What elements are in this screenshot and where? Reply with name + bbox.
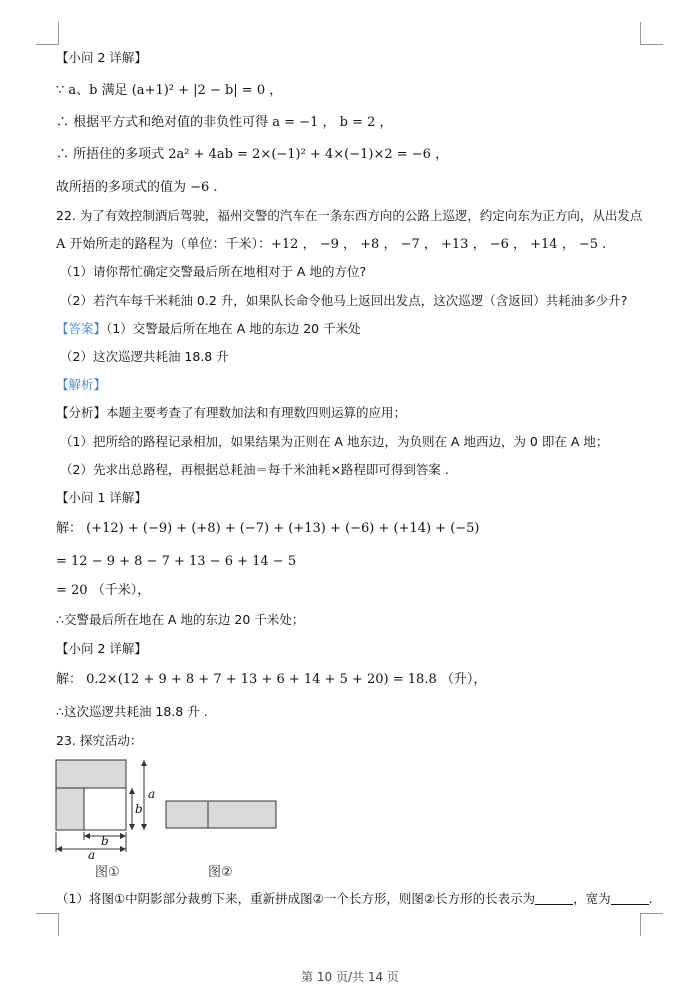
question-part: （2）若汽车每千米耗油 0.2 升，如果队长命令他马上返回出发点，这次巡逻（含返回）共耗油多少升? xyxy=(60,293,628,308)
arrow-icon xyxy=(141,824,147,830)
conclusion-line: ∴交警最后所在地在 A 地的东边 20 千米处； xyxy=(56,612,305,627)
question-text: 23. 探究活动： xyxy=(56,733,143,748)
analysis-line: （1）把所给的路程记录相加，如果结果为正则在 A 地东边，为负则在 A 地西边，为 0 即在 A 地； xyxy=(60,434,609,449)
answer-label: 【答案】 xyxy=(56,321,107,336)
inner-square xyxy=(84,788,126,830)
figure-1 xyxy=(52,756,162,860)
label-b: b xyxy=(101,834,109,848)
crop-mark xyxy=(36,913,59,936)
section-heading: 【小问 1 详解】 xyxy=(56,490,147,505)
math-line: ∴ 所捂住的多项式 2a² + 4ab = 2×(−1)² + 4×(−1)×2 = −6 ， xyxy=(56,147,449,162)
crop-mark xyxy=(640,913,663,936)
math-line: ∴ 根据平方式和绝对值的非负性可得 a = −1 ， b = 2 ， xyxy=(56,115,393,130)
question-text: ，宽为 xyxy=(573,891,611,906)
arrow-icon xyxy=(84,833,90,839)
arrow-icon xyxy=(141,760,147,766)
question-part xyxy=(56,890,653,908)
math-line: = 12 − 9 + 8 − 7 + 13 − 6 + 14 − 5 xyxy=(56,554,297,569)
arrow-icon xyxy=(120,846,126,852)
math-line: 故所捂的多项式的值为 −6 . xyxy=(56,180,218,195)
conclusion-line: ∴这次巡逻共耗油 18.8 升 . xyxy=(56,704,208,719)
analysis-label: 【解析】 xyxy=(56,377,107,392)
arrow-icon xyxy=(129,788,135,794)
question-text: . xyxy=(648,891,653,906)
analysis-line: （2）先求出总路程，再根据总耗油＝每千米油耗×路程即可得到答案 . xyxy=(60,462,449,477)
crop-mark xyxy=(640,22,663,45)
arrow-icon xyxy=(120,833,126,839)
crop-mark xyxy=(36,22,59,45)
math-line: 解： (+12) + (−9) + (+8) + (−7) + (+13) + (−6) + (+14) + (−5) xyxy=(56,521,480,536)
answer-line: （2）这次巡逻共耗油 18.8 升 xyxy=(60,349,229,364)
analysis-line: 【分析】本题主要考查了有理数加法和有理数四则运算的应用； xyxy=(56,405,407,420)
math-line: 解： 0.2×(12 + 9 + 8 + 7 + 13 + 6 + 14 + 5 + 20) = 18.8 （升）， xyxy=(56,672,487,687)
figure-2 xyxy=(164,798,280,832)
question-text: （1）将图①中阴影部分裁剪下来，重新拼成图②一个长方形，则图②长方形的长表示为 xyxy=(56,891,536,906)
label-b: b xyxy=(135,802,143,816)
question-part: （1）请你帮忙确定交警最后所在地相对于 A 地的方位? xyxy=(60,264,367,279)
page-footer: 第 10 页/共 14 页 xyxy=(301,970,399,984)
answer-blank xyxy=(535,892,573,905)
label-a: a xyxy=(88,848,96,860)
arrow-icon xyxy=(129,824,135,830)
question-text: 22. 为了有效控制酒后驾驶，福州交警的汽车在一条东西方向的公路上巡逻，约定向东为正方向，从出发点 xyxy=(56,208,643,223)
math-line: = 20 （千米）， xyxy=(56,583,151,598)
section-heading: 【小问 2 详解】 xyxy=(56,641,147,656)
arrow-icon xyxy=(56,846,62,852)
section-heading: 【小问 2 详解】 xyxy=(56,50,147,65)
math-line: ∵ a、b 满足 (a+1)² + |2 − b| = 0 ， xyxy=(56,83,283,98)
answer-blank xyxy=(611,892,649,905)
answer-line xyxy=(56,320,361,338)
figure-2-caption: 图② xyxy=(208,865,233,880)
answer-text: （1）交警最后所在地在 A 地的东边 20 千米处 xyxy=(106,321,361,336)
question-text: A 开始所走的路程为（单位：千米）：+12 ， −9 ， +8 ， −7 ， +13 ， −6 ， +14 ， −5 . xyxy=(56,237,607,252)
figure-1-caption: 图① xyxy=(95,865,120,880)
label-a: a xyxy=(148,787,156,801)
rectangle xyxy=(166,801,276,828)
